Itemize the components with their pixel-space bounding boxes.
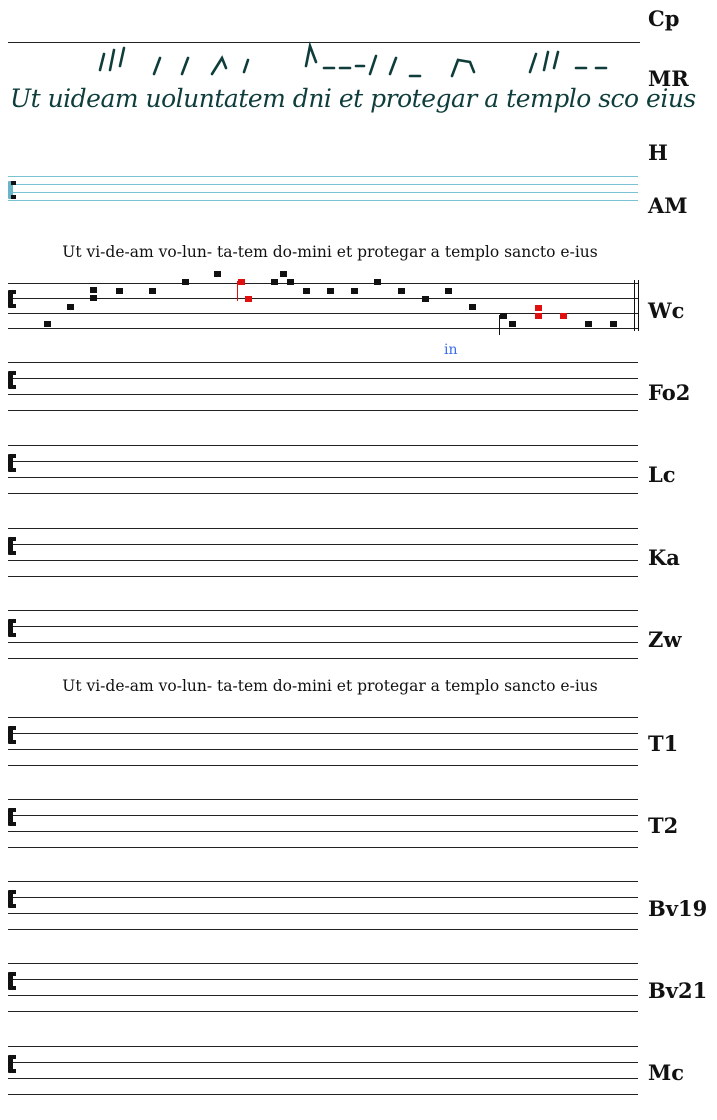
staff-line (8, 394, 638, 395)
neume (500, 313, 507, 319)
lyrics-line-2: Ut vi-de-am vo-lun- ta-tem do-mini et protegar a templo sancto e-ius (62, 677, 598, 695)
staff-line (8, 765, 638, 766)
staff-line (8, 378, 638, 379)
staff-line (8, 881, 638, 882)
staff-mc (0, 1046, 640, 1098)
staff-fo2 (0, 362, 640, 414)
variant-neume (245, 296, 252, 302)
siglum-am: AM (648, 193, 688, 218)
variant-reading: in (444, 342, 458, 358)
staff-line (8, 200, 638, 201)
neume (327, 288, 334, 294)
staff-ka (0, 528, 640, 580)
siglum-h: H (648, 140, 668, 165)
staff-line (8, 749, 638, 750)
variant-neume (535, 305, 542, 311)
siglum-t2: T2 (648, 813, 679, 838)
staff-bv21 (0, 963, 640, 1015)
c-clef-icon (8, 290, 13, 308)
staff-line (8, 610, 638, 611)
staff-line (8, 733, 638, 734)
staff-line (8, 642, 638, 643)
staff-line (8, 362, 638, 363)
staff-line (8, 313, 638, 314)
staff-line (8, 1046, 638, 1047)
neume (44, 321, 51, 327)
manuscript-text: Ut uideam uoluntatem dni et protegar a templo sco eius (10, 84, 696, 113)
c-clef-icon (8, 371, 13, 389)
staff-line (8, 963, 638, 964)
siglum-bv21: Bv21 (648, 978, 708, 1003)
neume (280, 271, 287, 277)
staff-lc (0, 445, 640, 497)
staff-am (0, 176, 640, 202)
siglum-bv19: Bv19 (648, 896, 708, 921)
neume (90, 287, 97, 293)
staff-line (8, 576, 638, 577)
staff-line (8, 544, 638, 545)
neume-stem (499, 315, 500, 335)
neume (422, 296, 429, 302)
staff-line (8, 528, 638, 529)
staff-line (8, 493, 638, 494)
staff-line (8, 477, 638, 478)
c-clef-icon (8, 537, 13, 555)
staff-line (8, 298, 638, 299)
staff-line (8, 995, 638, 996)
neume (469, 304, 476, 310)
siglum-mr: MR (648, 66, 689, 91)
variant-stem (237, 281, 238, 301)
staff-line (8, 847, 638, 848)
staff-line (8, 1094, 638, 1095)
c-clef-icon (8, 619, 13, 637)
c-clef-icon (8, 454, 13, 472)
neume (287, 279, 294, 285)
neume (398, 288, 405, 294)
neume (149, 288, 156, 294)
staff-line (8, 913, 638, 914)
c-clef-icon (8, 972, 13, 990)
neume (585, 321, 592, 327)
staff-line (8, 328, 638, 329)
neume (182, 279, 189, 285)
staff-line (8, 461, 638, 462)
staff-line (8, 176, 638, 177)
neume (90, 295, 97, 301)
neume (214, 271, 221, 277)
siglum-wc: Wc (648, 298, 685, 323)
siglum-fo2: Fo2 (648, 380, 691, 405)
staff-line (8, 658, 638, 659)
neume (67, 304, 74, 310)
staff-line (8, 717, 638, 718)
staff-line (8, 192, 638, 193)
neume (351, 288, 358, 294)
variant-neume (238, 279, 245, 285)
staff-wc (0, 270, 640, 340)
staff-line (8, 897, 638, 898)
staff-line (8, 1062, 638, 1063)
siglum-cp: Cp (648, 6, 680, 31)
siglum-mc: Mc (648, 1060, 685, 1085)
staff-line (8, 799, 638, 800)
variant-neume (560, 313, 567, 319)
staff-line (8, 1078, 638, 1079)
staff-line (8, 1011, 638, 1012)
siglum-zw: Zw (648, 627, 682, 652)
c-clef-icon (8, 181, 13, 199)
c-clef-icon (8, 808, 13, 826)
siglum-t1: T1 (648, 731, 679, 756)
siglum-lc: Lc (648, 462, 676, 487)
staff-line (8, 560, 638, 561)
neume (445, 288, 452, 294)
staff-t2 (0, 799, 640, 851)
siglum-ka: Ka (648, 545, 680, 570)
staff-t1 (0, 717, 640, 769)
staff-line (8, 283, 638, 284)
staff-line (8, 831, 638, 832)
neume (374, 279, 381, 285)
neume (271, 279, 278, 285)
final-barline (638, 280, 639, 331)
c-clef-icon (8, 1055, 13, 1073)
staff-line (8, 445, 638, 446)
staff-line (8, 410, 638, 411)
staff-zw (0, 610, 640, 662)
staff-line (8, 929, 638, 930)
staff-line (8, 184, 638, 185)
c-clef-icon (8, 890, 13, 908)
c-clef-icon (8, 726, 13, 744)
variant-neume (535, 313, 542, 319)
staff-line (8, 979, 638, 980)
staff-bv19 (0, 881, 640, 933)
neume (610, 321, 617, 327)
staff-line (8, 626, 638, 627)
neume (116, 288, 123, 294)
neume (303, 288, 310, 294)
final-barline (634, 280, 635, 331)
neume (509, 321, 516, 327)
staff-line (8, 815, 638, 816)
lyrics-line-1: Ut vi-de-am vo-lun- ta-tem do-mini et protegar a templo sancto e-ius (62, 243, 598, 261)
